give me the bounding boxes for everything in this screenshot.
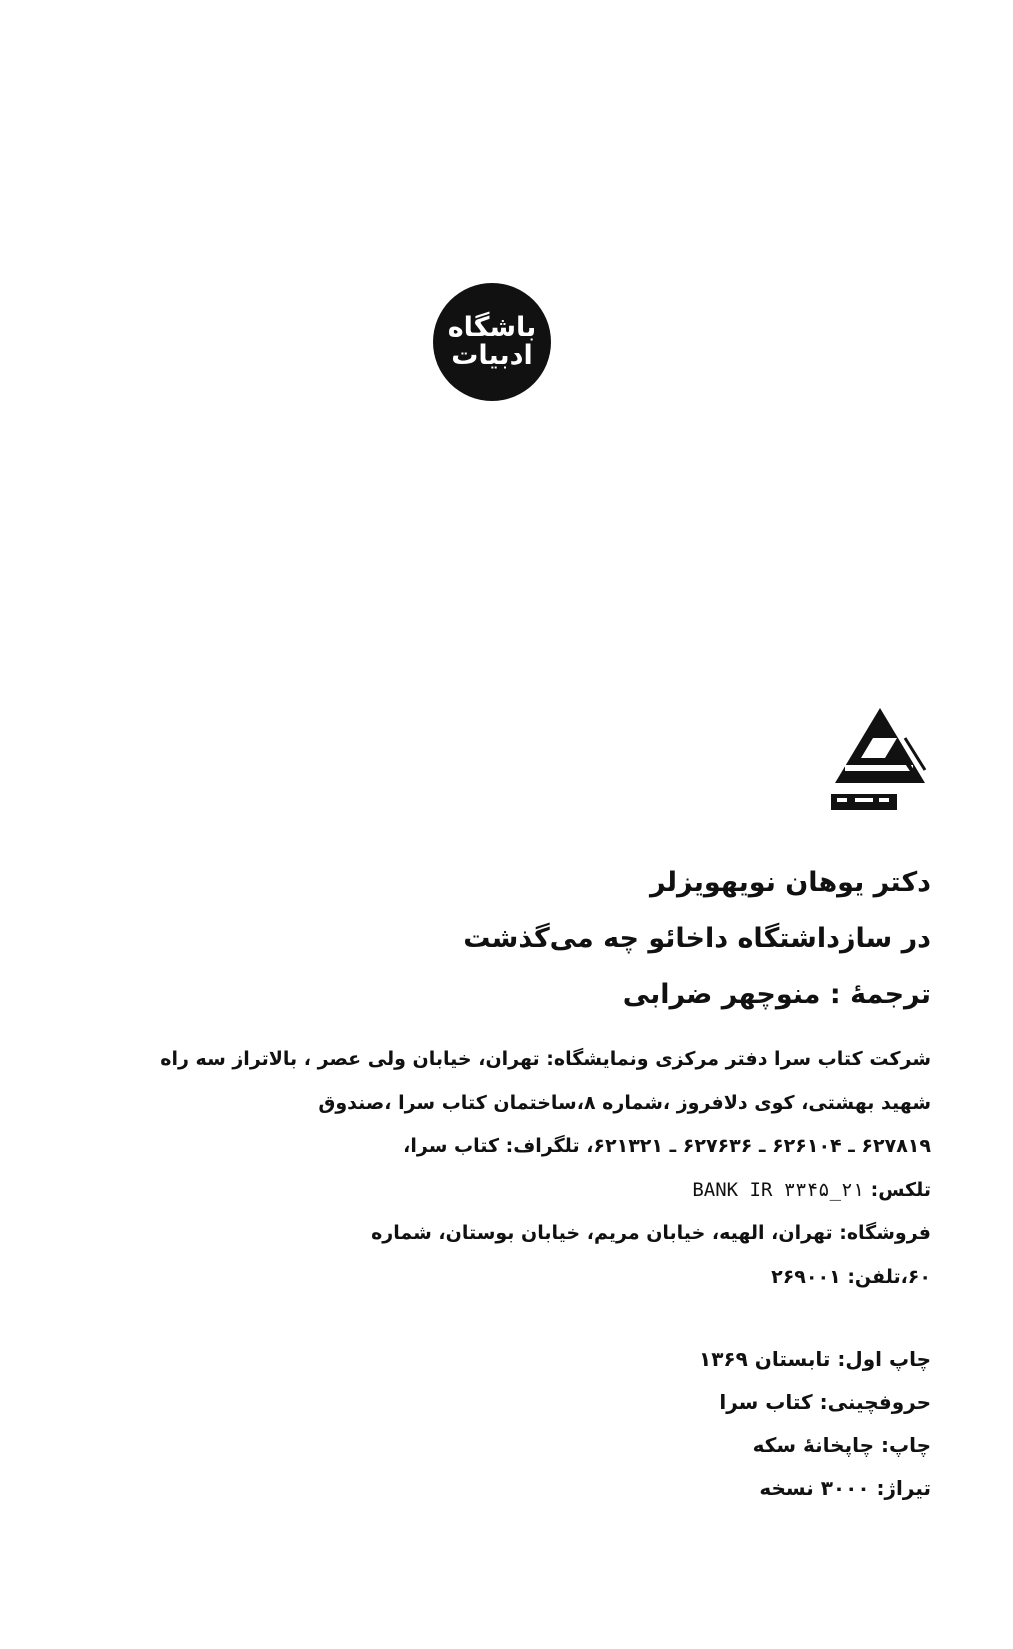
address-line-2: شهید بهشتی، کوی دلافروز ،شماره ۸،ساختمان کتاب سرا ،صندوق <box>318 1091 931 1114</box>
address-line-4 <box>146 1169 931 1213</box>
telex-label: تلکس: <box>870 1178 931 1201</box>
translator-credit: ترجمهٔ : منوچهر ضرابی <box>622 979 931 1010</box>
imprint-block <box>699 1338 931 1510</box>
title-block <box>463 855 931 1023</box>
typesetting-line: حروفچینی: کتاب سرا <box>719 1390 931 1414</box>
address-line-3: ۶۲۷۸۱۹ ـ ۶۲۶۱۰۴ ـ ۶۲۷۶۳۶ ـ ۶۲۱۳۲۱، تلگراف: کتاب سرا، <box>403 1135 931 1157</box>
edition-line: چاپ اول: تابستان ۱۳۶۹ <box>698 1347 931 1371</box>
address-line-1: شرکت کتاب سرا دفتر مرکزی ونمایشگاه: تهران، خیابان ولی عصر ، بالاتراز سه راه <box>160 1048 931 1070</box>
address-line-6: ۶۰،تلفن: ۲۶۹۰۰۱ <box>771 1265 931 1288</box>
library-seal <box>433 283 551 401</box>
telex-number: ۲۱_۳۳۴۵ BANK IR <box>692 1178 864 1201</box>
seal-line-2: ادبیات <box>451 340 533 371</box>
print-run-line: تیراژ: ۳۰۰۰ نسخه <box>759 1476 931 1500</box>
publisher-logo <box>825 708 935 828</box>
kitab-sara-logo-icon <box>825 708 935 828</box>
author-name: دکتر یوهان نویهویزلر <box>650 867 931 898</box>
publisher-address <box>71 1038 931 1299</box>
address-line-5: فروشگاه: تهران، الهیه، خیابان مریم، خیابان بوستان، شماره <box>371 1222 931 1244</box>
seal-line-1: باشگاه <box>447 311 537 343</box>
printing-line: چاپ: چاپخانهٔ سکه <box>752 1433 931 1457</box>
book-title: در سازداشتگاه داخائو چه می‌گذشت <box>463 923 931 954</box>
